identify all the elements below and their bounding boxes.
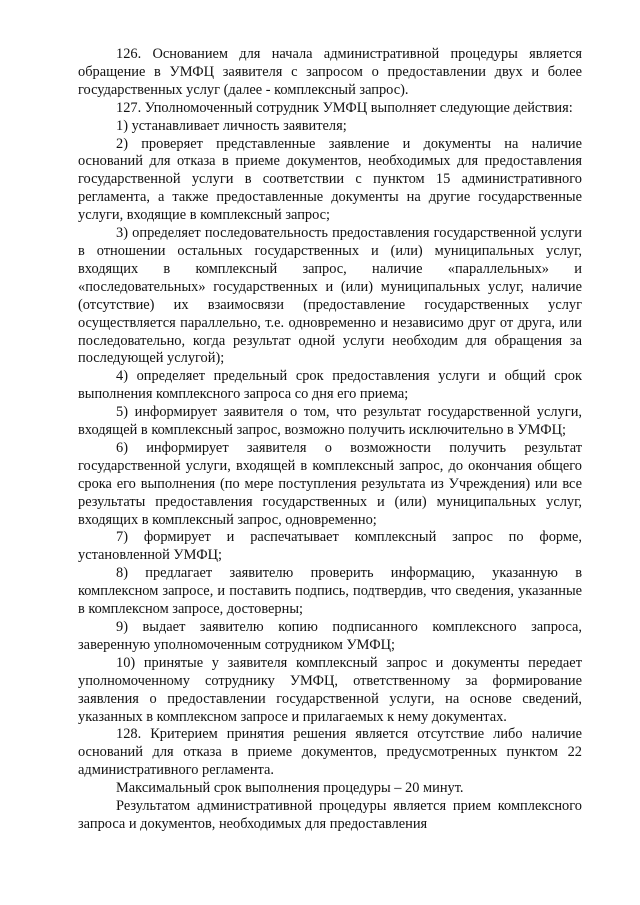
list-item-2: 2) проверяет представленные заявление и документы на наличие оснований для отказа в приеме документов, необходимых для предоставления государственной услуги в соответствии с пунктом 15 административного регламента, а также предоставленные документы на другие государственные услуги, входящие в комплексный запрос; [78,135,582,224]
document-page [78,46,582,834]
list-item-3: 3) определяет последовательность предоставления государственной услуги в отношении остальных государственных и (или) муниципальных услуг, входящих в комплексный запрос, наличие «параллельных» и «последовательных» государственных и (или) муниципальных услуг, наличие (отсутствие) их взаимосвязи (предоставление государственных услуг осуществляется параллельно, т.е. одновременно и независимо друг от друга, или последовательно, когда результат одной услуги необходим для обращения за последующей услугой); [78,225,582,367]
list-item-7: 7) формирует и распечатывает комплексный запрос по форме, установленной УМФЦ; [78,529,582,564]
list-item-10: 10) принятые у заявителя комплексный запрос и документы передает уполномоченному сотруднику УМФЦ, ответственному за формирование заявления о предоставлении государственной услуги, на основе сведений, указанных в комплексном запросе и прилагаемых к нему документах. [78,654,582,725]
list-item-5: 5) информирует заявителя о том, что результат государственной услуги, входящей в комплексный запрос, возможно получить исключительно в УМФЦ; [78,404,582,439]
list-item-1: 1) устанавливает личность заявителя; [116,117,347,134]
list-item-6: 6) информирует заявителя о возможности получить результат государственной услуги, входящей в комплексный запрос, до окончания общего срока его выполнения (по мере поступления результата из Учреждения) или все результаты предоставления государственных и (или) муниципальных услуг, входящих в комплексный запрос, одновременно; [78,439,582,528]
max-duration-paragraph: Максимальный срок выполнения процедуры – 20 минут. [116,780,464,797]
paragraph-128: 128. Критерием принятия решения является отсутствие либо наличие оснований для отказа в приеме документов, предусмотренных пунктом 22 административного регламента. [78,726,582,779]
list-item-8: 8) предлагает заявителю проверить информацию, указанную в комплексном запросе, и поставить подпись, подтвердив, что сведения, указанные в комплексном запросе, достоверны; [78,565,582,618]
paragraph-127: 127. Уполномоченный сотрудник УМФЦ выполняет следующие действия: [116,99,573,116]
paragraph-126: 126. Основанием для начала административной процедуры является обращение в УМФЦ заявителя с запросом о предоставлении двух и более государственных услуг (далее - комплексный запрос). [78,46,582,98]
list-item-4: 4) определяет предельный срок предоставления услуги и общий срок выполнения комплексного запроса со дня его приема; [78,368,582,403]
result-paragraph: Результатом административной процедуры является прием комплексного запроса и документов, необходимых для предоставления [78,798,582,832]
list-item-9: 9) выдает заявителю копию подписанного комплексного запроса, заверенную уполномоченным сотрудником УМФЦ; [78,619,582,653]
